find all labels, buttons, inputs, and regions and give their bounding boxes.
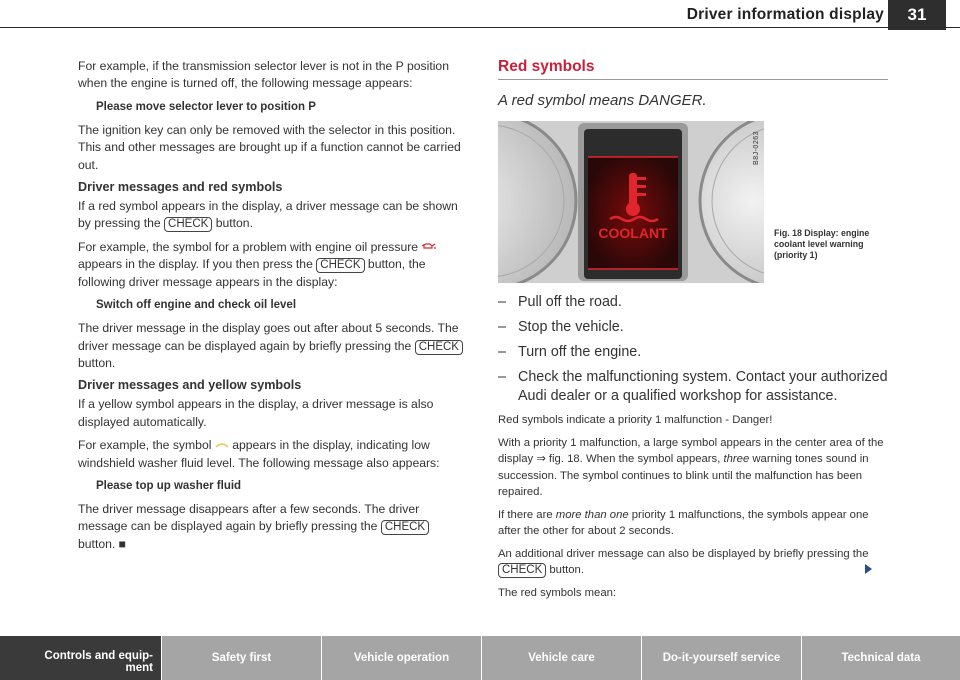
paragraph: If there are more than one priority 1 malfunctions, the symbols appear one after the other for about 2 seconds. bbox=[498, 508, 869, 537]
washer-fluid-icon bbox=[215, 437, 229, 454]
paragraph: An additional driver message can also be displayed by briefly pressing the CHECK button. bbox=[498, 547, 869, 576]
right-column bbox=[498, 58, 890, 607]
paragraph: With a priority 1 malfunction, a large symbol appears in the center area of the display ⇒ fig. 18. When the symbol appears, three warning tones sound in succession. The symbol continues to blink until the malfunction has been repaired. bbox=[498, 436, 884, 498]
oil-pressure-icon bbox=[421, 239, 437, 256]
paragraph: Red symbols indicate a priority 1 malfunction - Danger! bbox=[498, 414, 773, 426]
figure-id: B8J-0263 bbox=[753, 131, 760, 165]
driver-message: Please top up washer fluid bbox=[96, 480, 242, 493]
list-item: – Pull off the road. bbox=[498, 294, 622, 310]
left-column bbox=[78, 58, 466, 559]
footer-nav bbox=[0, 636, 960, 680]
footer-tab-safety[interactable]: Safety first bbox=[162, 636, 322, 680]
paragraph: If a red symbol appears in the display, a driver message can be shown by pressing the CHECK button. bbox=[78, 199, 458, 231]
paragraph: If a yellow symbol appears in the display, a driver message is also displayed automatically. bbox=[78, 397, 434, 429]
footer-tab-vehicle-operation[interactable]: Vehicle operation bbox=[322, 636, 482, 680]
paragraph: For example, if the transmission selector lever is not in the P position when the engine is turned off, the following message appears: bbox=[78, 59, 449, 91]
header-rule bbox=[0, 27, 960, 28]
paragraph: The red symbols mean: bbox=[498, 586, 617, 599]
check-key: CHECK bbox=[316, 258, 364, 273]
check-key: CHECK bbox=[415, 340, 463, 355]
figure-row bbox=[498, 121, 890, 283]
section-subtitle: A red symbol means DANGER. bbox=[498, 92, 707, 109]
paragraph: For example, the symbol appears in the display, indicating low windshield washer fluid level. The following message also appears: bbox=[78, 438, 440, 470]
section-rule bbox=[498, 79, 888, 80]
instrument-cluster-figure bbox=[498, 121, 764, 283]
footer-tab-vehicle-care[interactable]: Vehicle care bbox=[482, 636, 642, 680]
paragraph: For example, the symbol for a problem with engine oil pressure appears in the display. If you then press the CHECK button, the following driver message appears in the display: bbox=[78, 239, 466, 291]
subheading-red-symbols: Driver messages and red symbols bbox=[78, 180, 283, 195]
page-number: 31 bbox=[888, 0, 946, 30]
coolant-display-text: COOLANT bbox=[598, 225, 668, 241]
driver-message: Please move selector lever to position P bbox=[96, 100, 316, 113]
check-key: CHECK bbox=[381, 520, 429, 535]
footer-tab-technical-data[interactable]: Technical data bbox=[802, 636, 960, 680]
paragraph: The driver message in the display goes out after about 5 seconds. The driver message can be displayed again by briefly pressing the CHECK button. bbox=[78, 320, 466, 372]
list-item: – Check the malfunctioning system. Contact your authorized Audi dealer or a qualified workshop for assistance. bbox=[498, 369, 888, 404]
paragraph: The ignition key can only be removed with the selector in this position. This and other messages are brought up if a function cannot be carried out. bbox=[78, 122, 461, 172]
section-title: Red symbols bbox=[498, 58, 595, 75]
figure-caption: Fig. 18 Display: engine coolant level warning (priority 1) bbox=[774, 228, 870, 260]
cluster-illustration bbox=[498, 121, 764, 283]
list-item: – Turn off the engine. bbox=[498, 344, 642, 360]
footer-tab-controls[interactable]: Controls and equip- ment bbox=[0, 636, 162, 680]
action-list bbox=[498, 293, 890, 406]
check-key: CHECK bbox=[498, 563, 546, 578]
continue-arrow-icon bbox=[865, 564, 872, 574]
page-header-title: Driver information display bbox=[686, 6, 884, 23]
footer-tab-diy-service[interactable]: Do-it-yourself service bbox=[642, 636, 802, 680]
subheading-yellow-symbols: Driver messages and yellow symbols bbox=[78, 378, 302, 393]
paragraph: The driver message disappears after a few seconds. The driver message can be displayed again by briefly pressing the CHECK button. ■ bbox=[78, 501, 466, 553]
check-key: CHECK bbox=[164, 217, 212, 232]
driver-message: Switch off engine and check oil level bbox=[96, 299, 297, 312]
list-item: – Stop the vehicle. bbox=[498, 319, 624, 335]
